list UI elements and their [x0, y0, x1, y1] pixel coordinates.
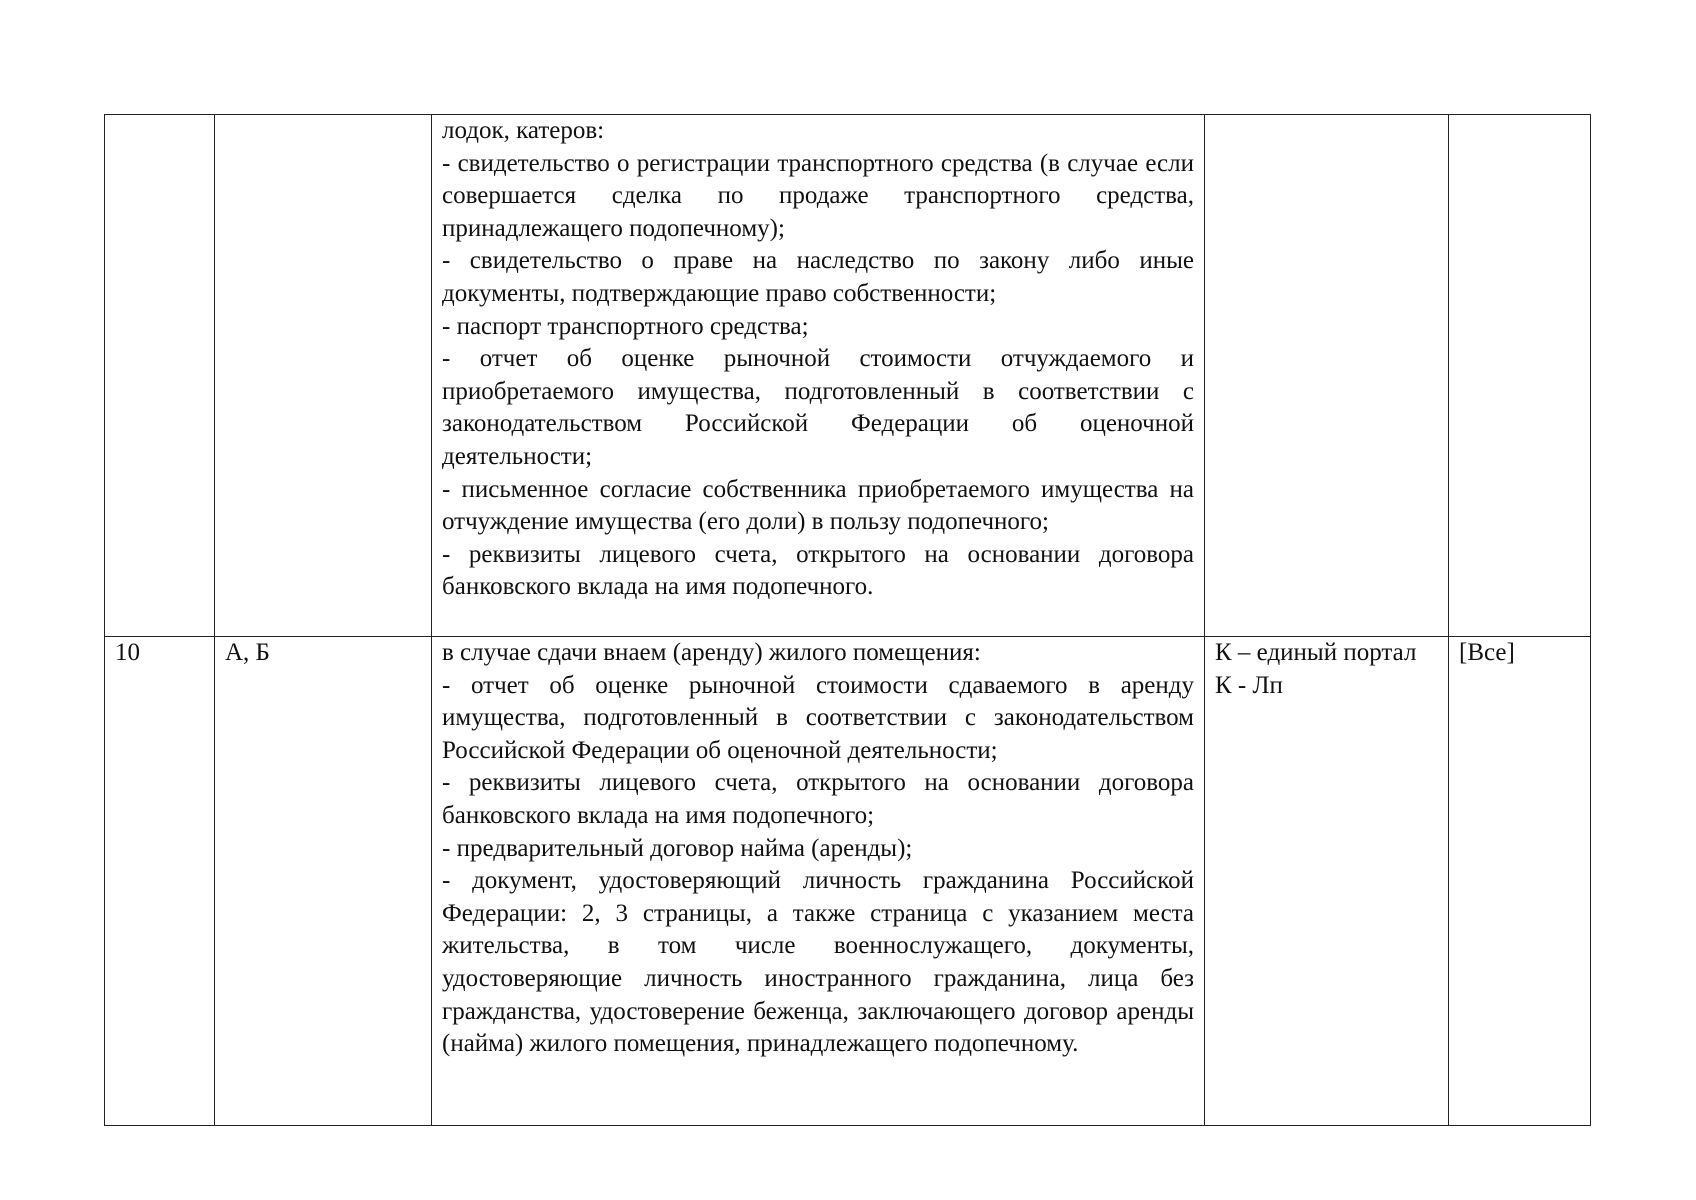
- document-line: - паспорт транспортного средства;: [442, 312, 809, 340]
- document-line: - отчет об оценке рыночной стоимости отчуждаемого и приобретаемого имущества, подготовленный в соответствии с законодательством Российской Федерации об оценочной деятельности;: [442, 345, 1194, 470]
- document-line: - отчет об оценке рыночной стоимости сдаваемого в аренду имущества, подготовленный в соответствии с законодательством Российской Федерации об оценочной деятельности;: [442, 671, 1194, 764]
- applicant-scope-cell: [1449, 115, 1591, 637]
- submission-channel-cell: [1205, 115, 1449, 637]
- category-cell: А, Б: [215, 637, 432, 1126]
- documents-table: [104, 114, 1591, 1126]
- document-line: - реквизиты лицевого счета, открытого на основании договора банковского вклада на имя подопечного.: [442, 540, 1194, 601]
- category-cell: [215, 115, 432, 637]
- document-line: - свидетельство о регистрации транспортного средства (в случае если совершается сделка по продаже транспортного средства, принадлежащего подопечному);: [442, 149, 1194, 242]
- submission-channel-cell: [1205, 637, 1449, 1126]
- applicant-scope-cell: [Все]: [1449, 637, 1591, 1126]
- row-number-cell: 10: [105, 637, 215, 1126]
- document-line: - свидетельство о праве на наследство по закону либо иные документы, подтверждающие право собственности;: [442, 247, 1194, 307]
- document-line: - реквизиты лицевого счета, открытого на основании договора банковского вклада на имя подопечного;: [442, 769, 1194, 829]
- document-line: - предварительный договор найма (аренды);: [442, 834, 913, 862]
- table-row: [105, 637, 1591, 1126]
- channel-line: К – единый портал: [1215, 639, 1417, 666]
- document-line: - документ, удостоверяющий личность гражданина Российской Федерации: 2, 3 страницы, а также страница с указанием места жительства, в том числе военнослужащего, документы, удостоверяющие личность иностранного гражданина, лица без гражданства, удостоверение беженца, заключающего договор аренды (найма) жилого помещения, принадлежащего подопечному.: [442, 867, 1194, 1058]
- documents-cell: [432, 637, 1205, 1126]
- document-line: лодок, катеров:: [442, 117, 605, 144]
- document-line: в случае сдачи внаем (аренду) жилого помещения:: [442, 639, 981, 666]
- table-row: [105, 115, 1591, 637]
- row-number-cell: [105, 115, 215, 637]
- document-line: - письменное согласие собственника приобретаемого имущества на отчуждение имущества (его доли) в пользу подопечного;: [442, 475, 1194, 536]
- documents-cell: [432, 115, 1205, 637]
- channel-line: К - Лп: [1215, 671, 1283, 699]
